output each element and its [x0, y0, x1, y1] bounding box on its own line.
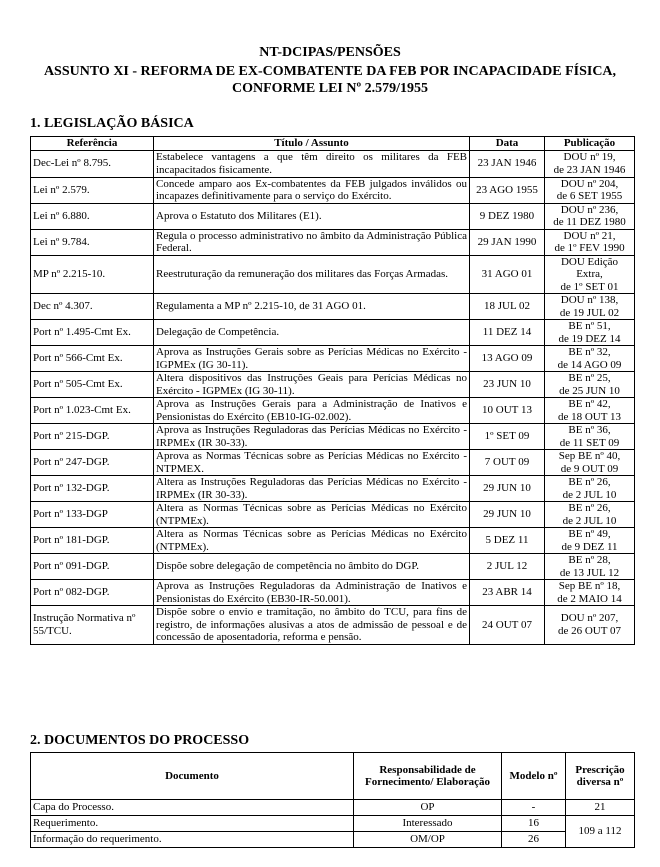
- document-code: NT-DCIPAS/PENSÕES: [259, 45, 401, 60]
- publication-date-line: de 19 JUL 02: [559, 306, 620, 319]
- section-title-documentos: 2. DOCUMENTOS DO PROCESSO: [30, 733, 250, 748]
- publication-line: BE nº 42,: [568, 398, 611, 410]
- column-header-data: Data: [470, 137, 545, 151]
- column-header-modelo: Modelo nº: [502, 753, 566, 800]
- table-row: [31, 606, 635, 645]
- publication-line: BE nº 26,: [568, 476, 611, 488]
- publication-date-line: de 19 DEZ 14: [558, 332, 621, 345]
- table-row: [31, 346, 635, 372]
- reference-cell: Lei nº 2.579.: [31, 177, 154, 203]
- date-cell: 1º SET 09: [470, 424, 545, 450]
- title-cell: Aprova as Normas Técnicas sobre as Perícias Médicas no Exército - NTPMEX.: [154, 450, 470, 476]
- reference-cell: Port nº 181-DGP.: [31, 528, 154, 554]
- title-cell: Concede amparo aos Ex-combatentes da FEB julgados inválidos ou incapazes definitivamente para o serviço do Exército.: [154, 177, 470, 203]
- publication-line: BE nº 32,: [568, 346, 611, 358]
- reference-cell: Port nº 1.495-Cmt Ex.: [31, 320, 154, 346]
- publication-date-line: de 26 OUT 07: [557, 624, 622, 637]
- reference-cell: Dec-Lei nº 8.795.: [31, 150, 154, 177]
- publication-cell: [545, 476, 635, 502]
- table-row: [31, 502, 635, 528]
- reference-cell: Port nº 247-DGP.: [31, 450, 154, 476]
- publication-date-line: de 11 DEZ 1980: [553, 216, 626, 228]
- publication-cell: [545, 320, 635, 346]
- reference-cell: Port nº 133-DGP: [31, 502, 154, 528]
- document-cell: Capa do Processo.: [31, 800, 354, 816]
- date-cell: 24 OUT 07: [470, 606, 545, 645]
- publication-cell: [545, 580, 635, 606]
- date-cell: 5 DEZ 11: [470, 528, 545, 554]
- reference-cell: Port nº 505-Cmt Ex.: [31, 372, 154, 398]
- reference-cell: Port nº 082-DGP.: [31, 580, 154, 606]
- publication-cell: [545, 424, 635, 450]
- reference-cell: Port nº 566-Cmt Ex.: [31, 346, 154, 372]
- publication-cell: [545, 177, 635, 203]
- publication-line: BE nº 25,: [568, 372, 611, 384]
- table-row: [31, 294, 635, 320]
- publication-cell: [545, 255, 635, 294]
- table-row: [31, 800, 635, 816]
- title-cell: Dispõe sobre o envio e tramitação, no âmbito do TCU, para fins de registro, de informações alusivas a atos de admissão de pessoal e de concessão de aposentadoria, reforma e pensão.: [154, 606, 470, 645]
- publication-cell: [545, 229, 635, 255]
- date-cell: 7 OUT 09: [470, 450, 545, 476]
- legislation-header-row: [31, 137, 635, 151]
- title-cell: Aprova as Instruções Reguladoras da Administração de Inativos e Pensionistas do Exército (EB30-IR-50.001).: [154, 580, 470, 606]
- title-cell: Altera as Normas Técnicas sobre as Perícias Médicas no Exército (NTPMEx).: [154, 502, 470, 528]
- date-cell: 10 OUT 13: [470, 398, 545, 424]
- date-cell: 29 JUN 10: [470, 476, 545, 502]
- prescription-cell: 21: [566, 800, 635, 816]
- column-header-responsabilidade: Responsabilidade de Fornecimento/ Elaboração: [354, 753, 502, 800]
- prescription-cell: 109 a 112: [566, 816, 635, 848]
- responsibility-cell: Interessado: [354, 816, 502, 832]
- publication-cell: [545, 502, 635, 528]
- document-subject-line1: ASSUNTO XI - REFORMA DE EX-COMBATENTE DA FEB POR INCAPACIDADE FÍSICA,: [43, 64, 617, 79]
- date-cell: 23 JUN 10: [470, 372, 545, 398]
- reference-cell: Port nº 132-DGP.: [31, 476, 154, 502]
- title-cell: Altera as Normas Técnicas sobre as Perícias Médicas no Exército (NTPMEx).: [154, 528, 470, 554]
- document-cell: Informação do requerimento.: [31, 832, 354, 848]
- table-row: [31, 832, 635, 848]
- date-cell: 2 JUL 12: [470, 554, 545, 580]
- publication-date-line: de 25 JUN 10: [559, 384, 620, 397]
- documents-table: [30, 752, 635, 848]
- column-header-documento: Documento: [31, 753, 354, 800]
- reference-cell: Port nº 1.023-Cmt Ex.: [31, 398, 154, 424]
- table-row: [31, 150, 635, 177]
- reference-cell: Lei nº 9.784.: [31, 229, 154, 255]
- publication-line: BE nº 51,: [568, 320, 611, 332]
- publication-cell: [545, 606, 635, 645]
- table-row: [31, 528, 635, 554]
- table-row: [31, 476, 635, 502]
- publication-cell: [545, 398, 635, 424]
- title-cell: Regula o processo administrativo no âmbito da Administração Pública Federal.: [154, 229, 470, 255]
- publication-date-line: de 1º FEV 1990: [554, 242, 625, 254]
- publication-line: BE nº 26,: [568, 502, 611, 514]
- title-cell: Aprova as Instruções Gerais para a Administração de Inativos e Pensionistas do Exército (EB10-IG-02.002).: [154, 398, 470, 424]
- title-cell: Aprova o Estatuto dos Militares (E1).: [154, 203, 470, 229]
- reference-cell: Instrução Normativa nº 55/TCU.: [31, 606, 154, 645]
- column-header-publicacao: Publicação: [545, 137, 635, 151]
- reference-cell: Lei nº 6.880.: [31, 203, 154, 229]
- publication-line: DOU nº 207,: [560, 612, 619, 625]
- publication-cell: [545, 528, 635, 554]
- publication-cell: [545, 450, 635, 476]
- publication-cell: [545, 346, 635, 372]
- date-cell: 29 JUN 10: [470, 502, 545, 528]
- table-row: [31, 580, 635, 606]
- publication-line: DOU nº 138,: [560, 294, 619, 306]
- legislation-table-body: [31, 150, 635, 644]
- title-cell: Altera dispositivos das Instruções Geais para Perícias Médicas no Exército - IGPMEx (IG 30-11).: [154, 372, 470, 398]
- publication-cell: [545, 372, 635, 398]
- publication-cell: [545, 203, 635, 229]
- table-row: [31, 177, 635, 203]
- publication-line: Sep BE nº 40,: [558, 450, 621, 462]
- publication-date-line: de 2 JUL 10: [562, 514, 617, 527]
- document-subject-line2: CONFORME LEI Nº 2.579/1955: [232, 81, 428, 96]
- date-cell: 23 ABR 14: [470, 580, 545, 606]
- publication-date-line: de 2 MAIO 14: [557, 592, 622, 605]
- table-row: [31, 372, 635, 398]
- model-cell: 16: [502, 816, 566, 832]
- title-cell: Regulamenta a MP nº 2.215-10, de 31 AGO 01.: [154, 294, 470, 320]
- legislation-table: [30, 136, 635, 645]
- title-cell: Altera as Instruções Reguladoras das Perícias Médicas no Exército - IRPMEx (IR 30-33).: [154, 476, 470, 502]
- publication-date-line: de 11 SET 09: [559, 436, 620, 449]
- title-cell: Aprova as Instruções Gerais sobre as Perícias Médicas no Exército - IGPMEx (IG 30-11).: [154, 346, 470, 372]
- publication-date-line: de 6 SET 1955: [556, 190, 623, 202]
- publication-line: DOU nº 204,: [560, 177, 619, 190]
- table-row: [31, 255, 635, 294]
- publication-line: BE nº 49,: [568, 528, 611, 540]
- title-cell: Delegação de Competência.: [154, 320, 470, 346]
- table-row: [31, 554, 635, 580]
- date-cell: 23 JAN 1946: [470, 150, 545, 177]
- table-row: [31, 203, 635, 229]
- publication-line: BE nº 28,: [568, 554, 611, 566]
- date-cell: 18 JUL 02: [470, 294, 545, 320]
- publication-cell: [545, 150, 635, 177]
- publication-date-line: de 2 JUL 10: [562, 488, 617, 501]
- publication-date-line: de 9 OUT 09: [560, 462, 619, 475]
- publication-line: DOU nº 21,: [563, 229, 616, 242]
- publication-line: DOU nº 19,: [563, 151, 616, 163]
- date-cell: 9 DEZ 1980: [470, 203, 545, 229]
- publication-date-line: de 23 JAN 1946: [553, 163, 626, 176]
- publication-date-line: de 14 AGO 09: [557, 358, 622, 371]
- responsibility-cell: OM/OP: [354, 832, 502, 848]
- date-cell: 31 AGO 01: [470, 255, 545, 294]
- date-cell: 11 DEZ 14: [470, 320, 545, 346]
- date-cell: 23 AGO 1955: [470, 177, 545, 203]
- table-row: [31, 398, 635, 424]
- publication-date-line: de 9 DEZ 11: [561, 540, 618, 553]
- date-cell: 29 JAN 1990: [470, 229, 545, 255]
- publication-line: BE nº 36,: [568, 424, 611, 436]
- publication-cell: [545, 554, 635, 580]
- column-header-titulo: Título / Assunto: [154, 137, 470, 151]
- reference-cell: Port nº 215-DGP.: [31, 424, 154, 450]
- model-cell: 26: [502, 832, 566, 848]
- document-cell: Requerimento.: [31, 816, 354, 832]
- column-header-prescricao: Prescrição diversa nº: [566, 753, 635, 800]
- model-cell: -: [502, 800, 566, 816]
- table-row: [31, 816, 635, 832]
- publication-line: Sep BE nº 18,: [558, 580, 621, 592]
- documents-header-row: [31, 753, 635, 800]
- publication-cell: [545, 294, 635, 320]
- reference-cell: Dec nº 4.307.: [31, 294, 154, 320]
- table-row: [31, 450, 635, 476]
- publication-line: DOU nº 236,: [560, 203, 619, 216]
- responsibility-cell: OP: [354, 800, 502, 816]
- publication-date-line: de 18 OUT 13: [557, 410, 622, 423]
- column-header-referencia: Referência: [31, 137, 154, 151]
- section-title-legislacao: 1. LEGISLAÇÃO BÁSICA: [30, 116, 194, 131]
- publication-date-line: de 13 JUL 12: [559, 566, 620, 579]
- publication-date-line: de 1º SET 01: [560, 280, 619, 293]
- publication-line: DOU Edição Extra,: [560, 255, 619, 280]
- title-cell: Aprova as Instruções Reguladoras das Perícias Médicas no Exército - IRPMEx (IR 30-33).: [154, 424, 470, 450]
- table-row: [31, 229, 635, 255]
- date-cell: 13 AGO 09: [470, 346, 545, 372]
- title-cell: Dispõe sobre delegação de competência no âmbito do DGP.: [154, 554, 470, 580]
- table-row: [31, 320, 635, 346]
- title-cell: Estabelece vantagens a que têm direito os militares da FEB incapacitados fisicamente.: [154, 150, 470, 177]
- reference-cell: MP nº 2.215-10.: [31, 255, 154, 294]
- reference-cell: Port nº 091-DGP.: [31, 554, 154, 580]
- table-row: [31, 424, 635, 450]
- title-cell: Reestruturação da remuneração dos militares das Forças Armadas.: [154, 255, 470, 294]
